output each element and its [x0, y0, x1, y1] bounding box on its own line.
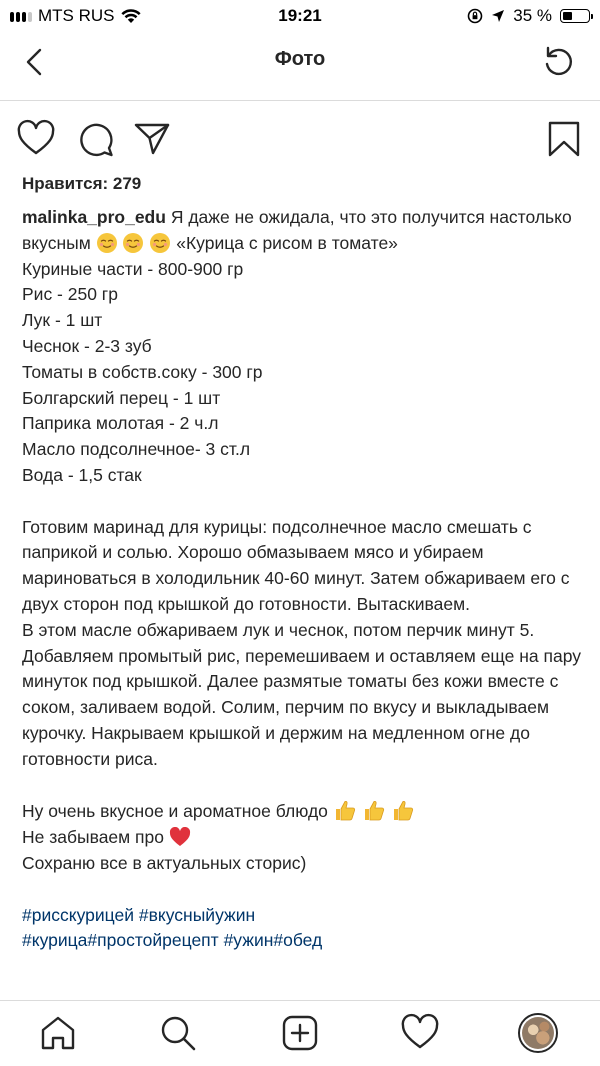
ingredient-item: Болгарский перец - 1 шт: [22, 387, 221, 408]
home-icon[interactable]: [38, 1013, 78, 1053]
orientation-lock-icon: [467, 8, 483, 24]
bookmark-icon[interactable]: [544, 119, 584, 159]
thumbs-up-emoji: [362, 798, 386, 822]
profile-avatar[interactable]: [518, 1013, 558, 1053]
add-post-icon[interactable]: [280, 1013, 320, 1053]
closing-line-2: [22, 825, 582, 851]
spacer: [22, 877, 582, 903]
nav-bar: [0, 36, 600, 88]
relieved-face-emoji: [149, 232, 171, 254]
post-actions: [0, 115, 600, 163]
refresh-icon[interactable]: [538, 42, 578, 82]
ingredient-item: Томаты в собств.соку - 300 гр: [22, 361, 263, 382]
ingredient-item: Куриные части - 800-900 гр: [22, 258, 244, 279]
caption-intro: [22, 205, 582, 257]
closing-text: Не забываем про: [22, 827, 164, 848]
status-bar: [0, 0, 600, 36]
share-paper-plane-icon[interactable]: [132, 119, 172, 159]
username-link[interactable]: malinka_pro_edu: [22, 207, 166, 227]
hashtags-line-1: [22, 903, 582, 929]
spacer: [22, 489, 582, 515]
spacer: [22, 773, 582, 799]
thumbs-up-emoji: [391, 798, 415, 822]
nav-divider: [0, 100, 600, 101]
clock: 19:21: [278, 6, 322, 25]
page-title: Фото: [274, 48, 326, 70]
hashtag-link[interactable]: #ужин: [223, 930, 274, 951]
red-heart-emoji: [169, 827, 191, 847]
hashtag-link[interactable]: #вкусныйужин: [138, 904, 256, 925]
carrier-label: MTS RUS: [38, 6, 115, 25]
closing-line-1: [22, 798, 582, 825]
ingredient-item: Лук - 1 шт: [22, 310, 103, 331]
comment-icon[interactable]: [76, 119, 116, 159]
closing-text: Ну очень вкусное и ароматное блюдо: [22, 801, 328, 822]
recipe-title: «Курица с рисом в томате»: [176, 232, 398, 253]
post-caption: [22, 205, 582, 954]
closing-line-3: Сохраню все в актуальных сторис): [22, 852, 307, 873]
relieved-face-emoji: [96, 232, 118, 254]
battery-icon: [560, 9, 590, 23]
tab-bar: [0, 1000, 600, 1066]
like-heart-icon[interactable]: [16, 119, 56, 159]
activity-heart-icon[interactable]: [400, 1013, 440, 1053]
relieved-face-emoji: [122, 232, 144, 254]
avatar-image: [522, 1017, 554, 1049]
status-right: [467, 6, 590, 26]
likes-count[interactable]: Нравится: 279: [22, 174, 142, 193]
hashtags-line-2: [22, 928, 582, 954]
recipe-paragraph-2: В этом масле обжариваем лук и чеснок, потом перчик минут 5. Добавляем промытый рис, перемешиваем и оставляем еще на пару минуток под крышкой. Далее размятые томаты без кожи вместе с соком, заливаем водой. Солим, перчим по вкусу и выкладываем курочку. Накрываем крышкой и держим на медленном огне до готовности риса.: [22, 619, 581, 769]
hashtag-link[interactable]: #простойрецепт: [87, 930, 219, 951]
hashtag-link[interactable]: #обед: [273, 930, 323, 951]
battery-percent: 35 %: [513, 6, 552, 25]
ingredient-item: Масло подсолнечное- 3 ст.л: [22, 439, 251, 460]
hashtag-link[interactable]: #рисскурицей: [22, 904, 134, 925]
ingredient-item: Паприка молотая - 2 ч.л: [22, 413, 219, 434]
search-icon[interactable]: [158, 1013, 198, 1053]
ingredient-item: Чеснок - 2-3 зуб: [22, 335, 152, 356]
thumbs-up-emoji: [333, 798, 357, 822]
ingredient-item: Рис - 250 гр: [22, 284, 118, 305]
ingredient-item: Вода - 1,5 стак: [22, 464, 142, 485]
recipe-paragraph-1: Готовим маринад для курицы: подсолнечное масло смешать с паприкой и солью. Хорошо обмазываем мясо и убираем мариноваться в холодильник 40-60 минут. Затем обжариваем его с двух сторон под крышкой до готовности. Вытаскиваем.: [22, 516, 570, 614]
hashtag-link[interactable]: #курица: [22, 930, 88, 951]
caption-intro-text: Я даже не ожидала, что это получится настолько вкусным: [22, 207, 572, 253]
location-arrow-icon: [491, 9, 505, 23]
